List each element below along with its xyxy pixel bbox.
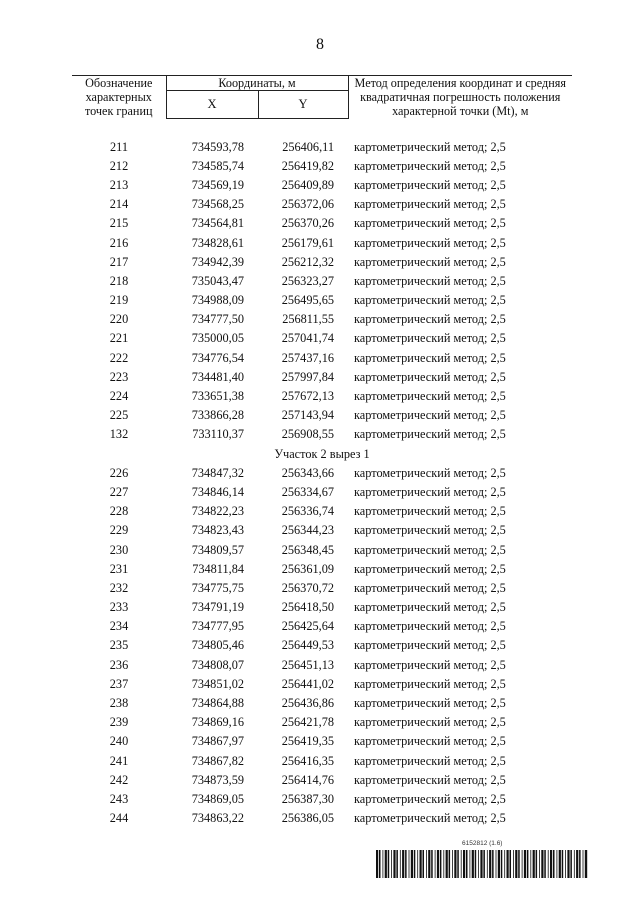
y-coordinate-cell: 256419,82 bbox=[281, 158, 334, 173]
y-coordinate-cell: 256441,02 bbox=[281, 676, 334, 691]
barcode-bar bbox=[383, 850, 384, 878]
point-number-cell: 132 bbox=[109, 427, 129, 442]
table-row bbox=[72, 329, 572, 348]
barcode-bar bbox=[388, 850, 390, 878]
table-row bbox=[72, 752, 572, 771]
barcode-bar bbox=[417, 850, 418, 878]
barcode-bar bbox=[443, 850, 444, 878]
table-row bbox=[72, 214, 572, 233]
x-coordinate-cell: 734873,59 bbox=[191, 772, 244, 787]
barcode-bar bbox=[576, 850, 578, 878]
barcode-bar bbox=[504, 850, 505, 878]
barcode-bar bbox=[402, 850, 404, 878]
x-coordinate-cell: 734809,57 bbox=[191, 542, 244, 557]
point-number-cell: 229 bbox=[109, 523, 129, 538]
x-coordinate-cell: 734775,75 bbox=[191, 580, 244, 595]
table-row bbox=[72, 694, 572, 713]
method-cell: картометрический метод; 2,5 bbox=[354, 465, 506, 480]
barcode-bar bbox=[518, 850, 520, 878]
table-row bbox=[72, 540, 572, 559]
barcode-bar bbox=[478, 850, 479, 878]
coordinates-table bbox=[72, 75, 572, 828]
y-coordinate-cell: 256425,64 bbox=[281, 619, 334, 634]
table-row bbox=[72, 387, 572, 406]
x-coordinate-cell: 734822,23 bbox=[191, 504, 244, 519]
method-cell: картометрический метод; 2,5 bbox=[354, 177, 506, 192]
barcode-bar bbox=[391, 850, 392, 878]
point-number-cell: 216 bbox=[109, 235, 129, 250]
table-row bbox=[72, 195, 572, 214]
barcode-bar bbox=[440, 850, 442, 878]
table-row bbox=[72, 368, 572, 387]
point-number-cell: 226 bbox=[109, 465, 129, 480]
barcode-bar bbox=[414, 850, 416, 878]
method-cell: картометрический метод; 2,5 bbox=[354, 427, 506, 442]
x-coordinate-cell: 734828,61 bbox=[191, 235, 244, 250]
barcode-bar bbox=[454, 850, 456, 878]
y-coordinate-cell: 256386,05 bbox=[281, 811, 334, 826]
header-x: X bbox=[166, 91, 258, 118]
y-coordinate-cell: 257041,74 bbox=[281, 331, 334, 346]
table-row bbox=[72, 176, 572, 195]
barcode-bar bbox=[507, 850, 509, 878]
header-y: Y bbox=[258, 91, 348, 118]
point-number-cell: 211 bbox=[110, 139, 128, 154]
point-number-cell: 223 bbox=[109, 369, 129, 384]
y-coordinate-cell: 256387,30 bbox=[281, 791, 334, 806]
point-number-cell: 231 bbox=[109, 561, 129, 576]
table-row bbox=[72, 233, 572, 252]
point-number-cell: 222 bbox=[109, 350, 129, 365]
y-coordinate-cell: 256361,09 bbox=[281, 561, 334, 576]
y-coordinate-cell: 256344,23 bbox=[281, 523, 334, 538]
barcode-bar bbox=[548, 850, 549, 878]
method-cell: картометрический метод; 2,5 bbox=[354, 561, 506, 576]
method-cell: картометрический метод; 2,5 bbox=[354, 369, 506, 384]
method-cell: картометрический метод; 2,5 bbox=[354, 389, 506, 404]
method-cell: картометрический метод; 2,5 bbox=[354, 600, 506, 615]
method-cell: картометрический метод; 2,5 bbox=[354, 791, 506, 806]
table-row bbox=[72, 291, 572, 310]
point-number-cell: 236 bbox=[109, 657, 129, 672]
y-coordinate-cell: 256334,67 bbox=[281, 484, 334, 499]
barcode-bar bbox=[435, 850, 436, 878]
y-coordinate-cell: 256414,76 bbox=[281, 772, 334, 787]
y-coordinate-cell: 257997,84 bbox=[281, 369, 334, 384]
y-coordinate-cell: 256323,27 bbox=[281, 273, 334, 288]
table-row bbox=[72, 579, 572, 598]
point-number-cell: 227 bbox=[109, 484, 129, 499]
x-coordinate-cell: 734869,05 bbox=[191, 791, 244, 806]
y-coordinate-cell: 256336,74 bbox=[281, 504, 334, 519]
point-number-cell: 221 bbox=[109, 331, 129, 346]
method-cell: картометрический метод; 2,5 bbox=[354, 715, 506, 730]
y-coordinate-cell: 256419,35 bbox=[281, 734, 334, 749]
method-cell: картометрический метод; 2,5 bbox=[354, 696, 506, 711]
point-number-cell: 220 bbox=[109, 312, 129, 327]
barcode-bar bbox=[379, 850, 381, 878]
y-coordinate-cell: 256416,35 bbox=[281, 753, 334, 768]
point-number-cell: 215 bbox=[109, 216, 129, 231]
table-row bbox=[72, 790, 572, 809]
y-coordinate-cell: 256372,06 bbox=[281, 197, 334, 212]
method-cell: картометрический метод; 2,5 bbox=[354, 158, 506, 173]
x-coordinate-cell: 734564,81 bbox=[191, 216, 244, 231]
table-row bbox=[72, 560, 572, 579]
method-cell: картометрический метод; 2,5 bbox=[354, 657, 506, 672]
barcode-bar bbox=[496, 850, 497, 878]
table-row bbox=[72, 310, 572, 329]
method-cell: картометрический метод; 2,5 bbox=[354, 734, 506, 749]
method-cell: картометрический метод; 2,5 bbox=[354, 484, 506, 499]
barcode-bar bbox=[510, 850, 512, 878]
point-number-cell: 225 bbox=[109, 408, 129, 423]
table-row bbox=[72, 675, 572, 694]
x-coordinate-cell: 734585,74 bbox=[191, 158, 244, 173]
barcode-bar bbox=[475, 850, 477, 878]
barcode-bar bbox=[501, 850, 503, 878]
barcode-bar bbox=[533, 850, 535, 878]
barcode-bar bbox=[583, 850, 584, 878]
point-number-cell: 224 bbox=[109, 389, 129, 404]
table-row bbox=[72, 771, 572, 790]
barcode-bar bbox=[396, 850, 398, 878]
barcode-bar bbox=[559, 850, 561, 878]
x-coordinate-cell: 734823,43 bbox=[191, 523, 244, 538]
barcode-bar bbox=[405, 850, 407, 878]
point-number-cell: 235 bbox=[109, 638, 129, 653]
point-number-cell: 242 bbox=[109, 772, 129, 787]
barcode-bar bbox=[498, 850, 500, 878]
method-cell: картометрический метод; 2,5 bbox=[354, 273, 506, 288]
barcode-bar bbox=[483, 850, 485, 878]
x-coordinate-cell: 734867,82 bbox=[191, 753, 244, 768]
barcode-bar bbox=[385, 850, 387, 878]
method-cell: картометрический метод; 2,5 bbox=[354, 331, 506, 346]
table-row bbox=[72, 138, 572, 157]
barcode-bar bbox=[524, 850, 526, 878]
x-coordinate-cell: 735043,47 bbox=[191, 273, 244, 288]
x-coordinate-cell: 734863,22 bbox=[191, 811, 244, 826]
method-cell: картометрический метод; 2,5 bbox=[354, 811, 506, 826]
point-number-cell: 241 bbox=[109, 753, 129, 768]
barcode-bar bbox=[409, 850, 410, 878]
x-coordinate-cell: 733866,28 bbox=[191, 408, 244, 423]
barcode-bar bbox=[522, 850, 523, 878]
x-coordinate-cell: 733651,38 bbox=[191, 389, 244, 404]
method-cell: картометрический метод; 2,5 bbox=[354, 676, 506, 691]
table-row bbox=[72, 502, 572, 521]
point-number-cell: 232 bbox=[109, 580, 129, 595]
barcode-bar bbox=[400, 850, 401, 878]
method-cell: картометрический метод; 2,5 bbox=[354, 350, 506, 365]
table-row bbox=[72, 617, 572, 636]
barcode-bar bbox=[565, 850, 566, 878]
barcode-bar bbox=[489, 850, 491, 878]
point-number-cell: 238 bbox=[109, 696, 129, 711]
method-cell: картометрический метод; 2,5 bbox=[354, 408, 506, 423]
page-number: 8 bbox=[316, 36, 324, 53]
barcode-bar bbox=[550, 850, 552, 878]
y-coordinate-cell: 256418,50 bbox=[281, 600, 334, 615]
barcode-bar bbox=[457, 850, 459, 878]
x-coordinate-cell: 734777,50 bbox=[191, 312, 244, 327]
method-cell: картометрический метод; 2,5 bbox=[354, 523, 506, 538]
point-number-cell: 234 bbox=[109, 619, 129, 634]
table-row bbox=[72, 521, 572, 540]
x-coordinate-cell: 734568,25 bbox=[191, 197, 244, 212]
method-cell: картометрический метод; 2,5 bbox=[354, 753, 506, 768]
method-cell: картометрический метод; 2,5 bbox=[354, 312, 506, 327]
barcode-bar bbox=[487, 850, 488, 878]
barcode-bar bbox=[431, 850, 433, 878]
y-coordinate-cell: 256370,26 bbox=[281, 216, 334, 231]
y-coordinate-cell: 256421,78 bbox=[281, 715, 334, 730]
table-body bbox=[72, 118, 572, 828]
y-coordinate-cell: 256409,89 bbox=[281, 177, 334, 192]
table-row bbox=[72, 157, 572, 176]
point-number-cell: 243 bbox=[109, 791, 129, 806]
section-row bbox=[72, 445, 572, 464]
barcode-bar bbox=[544, 850, 546, 878]
y-coordinate-cell: 256451,13 bbox=[281, 657, 334, 672]
header-method: Метод определения координат и средняя квадратичная погрешность положения характерной точки (Mt), м bbox=[348, 76, 572, 119]
x-coordinate-cell: 734811,84 bbox=[192, 561, 244, 576]
point-number-cell: 219 bbox=[109, 293, 129, 308]
barcode-bar bbox=[567, 850, 569, 878]
method-cell: картометрический метод; 2,5 bbox=[354, 139, 506, 154]
point-number-cell: 218 bbox=[109, 273, 129, 288]
method-cell: картометрический метод; 2,5 bbox=[354, 542, 506, 557]
x-coordinate-cell: 735000,05 bbox=[191, 331, 244, 346]
x-coordinate-cell: 734846,14 bbox=[191, 484, 244, 499]
barcode-bar bbox=[393, 850, 395, 878]
x-coordinate-cell: 734988,09 bbox=[191, 293, 244, 308]
header-coordinates: Координаты, м bbox=[166, 76, 348, 91]
table-row bbox=[72, 656, 572, 675]
x-coordinate-cell: 734942,39 bbox=[191, 254, 244, 269]
table-row bbox=[72, 483, 572, 502]
barcode-text: 6152812 (1.6) bbox=[462, 840, 503, 847]
barcode-bar bbox=[463, 850, 465, 878]
x-coordinate-cell: 734481,40 bbox=[191, 369, 244, 384]
barcode-bar bbox=[452, 850, 453, 878]
x-coordinate-cell: 734851,02 bbox=[191, 676, 244, 691]
x-coordinate-cell: 734869,16 bbox=[191, 715, 244, 730]
point-number-cell: 240 bbox=[109, 734, 129, 749]
point-number-cell: 213 bbox=[109, 177, 129, 192]
y-coordinate-cell: 256212,32 bbox=[281, 254, 334, 269]
barcode-bar bbox=[539, 850, 540, 878]
barcode-bar bbox=[376, 850, 378, 878]
y-coordinate-cell: 256436,86 bbox=[281, 696, 334, 711]
x-coordinate-cell: 734867,97 bbox=[191, 734, 244, 749]
table-row bbox=[72, 636, 572, 655]
y-coordinate-cell: 256370,72 bbox=[281, 580, 334, 595]
section-title: Участок 2 вырез 1 bbox=[274, 446, 370, 461]
point-number-cell: 230 bbox=[109, 542, 129, 557]
y-coordinate-cell: 257143,94 bbox=[281, 408, 334, 423]
barcode-bar bbox=[530, 850, 531, 878]
table-row bbox=[72, 272, 572, 291]
barcode-bar bbox=[446, 850, 448, 878]
table-row bbox=[72, 809, 572, 828]
barcode-bar bbox=[557, 850, 558, 878]
point-number-cell: 233 bbox=[109, 600, 129, 615]
y-coordinate-cell: 256449,53 bbox=[281, 638, 334, 653]
method-cell: картометрический метод; 2,5 bbox=[354, 772, 506, 787]
y-coordinate-cell: 256179,61 bbox=[281, 235, 334, 250]
barcode-bar bbox=[536, 850, 538, 878]
method-cell: картометрический метод; 2,5 bbox=[354, 580, 506, 595]
point-number-cell: 212 bbox=[109, 158, 129, 173]
barcode-bar bbox=[541, 850, 543, 878]
method-cell: картометрический метод; 2,5 bbox=[354, 197, 506, 212]
y-coordinate-cell: 256343,66 bbox=[281, 465, 334, 480]
y-coordinate-cell: 256348,45 bbox=[281, 542, 334, 557]
barcode-bar bbox=[574, 850, 575, 878]
barcode-bar bbox=[428, 850, 430, 878]
method-cell: картометрический метод; 2,5 bbox=[354, 254, 506, 269]
x-coordinate-cell: 734864,88 bbox=[191, 696, 244, 711]
barcode-image bbox=[376, 850, 588, 878]
y-coordinate-cell: 256811,55 bbox=[282, 312, 334, 327]
barcode-bar bbox=[480, 850, 482, 878]
barcode-bar bbox=[411, 850, 413, 878]
x-coordinate-cell: 734847,32 bbox=[191, 465, 244, 480]
barcode-bar bbox=[513, 850, 514, 878]
y-coordinate-cell: 257672,13 bbox=[281, 389, 334, 404]
header-point-designation: Обозначение характерных точек границ bbox=[72, 76, 166, 119]
barcode-bar bbox=[570, 850, 572, 878]
method-cell: картометрический метод; 2,5 bbox=[354, 235, 506, 250]
barcode-bar bbox=[553, 850, 555, 878]
barcode-bar bbox=[449, 850, 451, 878]
barcode-bar bbox=[461, 850, 462, 878]
barcode-bar bbox=[470, 850, 471, 878]
barcode-bar bbox=[466, 850, 468, 878]
x-coordinate-cell: 734593,78 bbox=[191, 139, 244, 154]
method-cell: картометрический метод; 2,5 bbox=[354, 216, 506, 231]
method-cell: картометрический метод; 2,5 bbox=[354, 504, 506, 519]
point-number-cell: 217 bbox=[109, 254, 129, 269]
barcode-bar bbox=[423, 850, 425, 878]
barcode-bar bbox=[472, 850, 474, 878]
x-coordinate-cell: 734808,07 bbox=[191, 657, 244, 672]
barcode-bar bbox=[579, 850, 581, 878]
method-cell: картометрический метод; 2,5 bbox=[354, 293, 506, 308]
point-number-cell: 237 bbox=[109, 676, 129, 691]
barcode-bar bbox=[515, 850, 517, 878]
barcode-bar bbox=[527, 850, 529, 878]
barcode-bar bbox=[420, 850, 422, 878]
x-coordinate-cell: 734776,54 bbox=[191, 350, 244, 365]
method-cell: картометрический метод; 2,5 bbox=[354, 638, 506, 653]
table-row bbox=[72, 598, 572, 617]
barcode-bar bbox=[585, 850, 587, 878]
y-coordinate-cell: 256908,55 bbox=[281, 427, 334, 442]
barcode-bar bbox=[492, 850, 494, 878]
x-coordinate-cell: 734805,46 bbox=[191, 638, 244, 653]
barcode-bar bbox=[437, 850, 439, 878]
barcode-bar bbox=[426, 850, 427, 878]
x-coordinate-cell: 734569,19 bbox=[191, 177, 244, 192]
x-coordinate-cell: 734791,19 bbox=[191, 600, 244, 615]
x-coordinate-cell: 734777,95 bbox=[191, 619, 244, 634]
table-row bbox=[72, 349, 572, 368]
table-row bbox=[72, 425, 572, 444]
table-row bbox=[72, 732, 572, 751]
point-number-cell: 228 bbox=[109, 504, 129, 519]
y-coordinate-cell: 256406,11 bbox=[282, 139, 334, 154]
table-row bbox=[72, 406, 572, 425]
barcode-bar bbox=[562, 850, 564, 878]
point-number-cell: 244 bbox=[109, 811, 129, 826]
method-cell: картометрический метод; 2,5 bbox=[354, 619, 506, 634]
y-coordinate-cell: 256495,65 bbox=[281, 293, 334, 308]
point-number-cell: 239 bbox=[109, 715, 129, 730]
table-row bbox=[72, 253, 572, 272]
x-coordinate-cell: 733110,37 bbox=[192, 427, 244, 442]
table-row bbox=[72, 464, 572, 483]
point-number-cell: 214 bbox=[109, 197, 129, 212]
table-row bbox=[72, 713, 572, 732]
y-coordinate-cell: 257437,16 bbox=[281, 350, 334, 365]
